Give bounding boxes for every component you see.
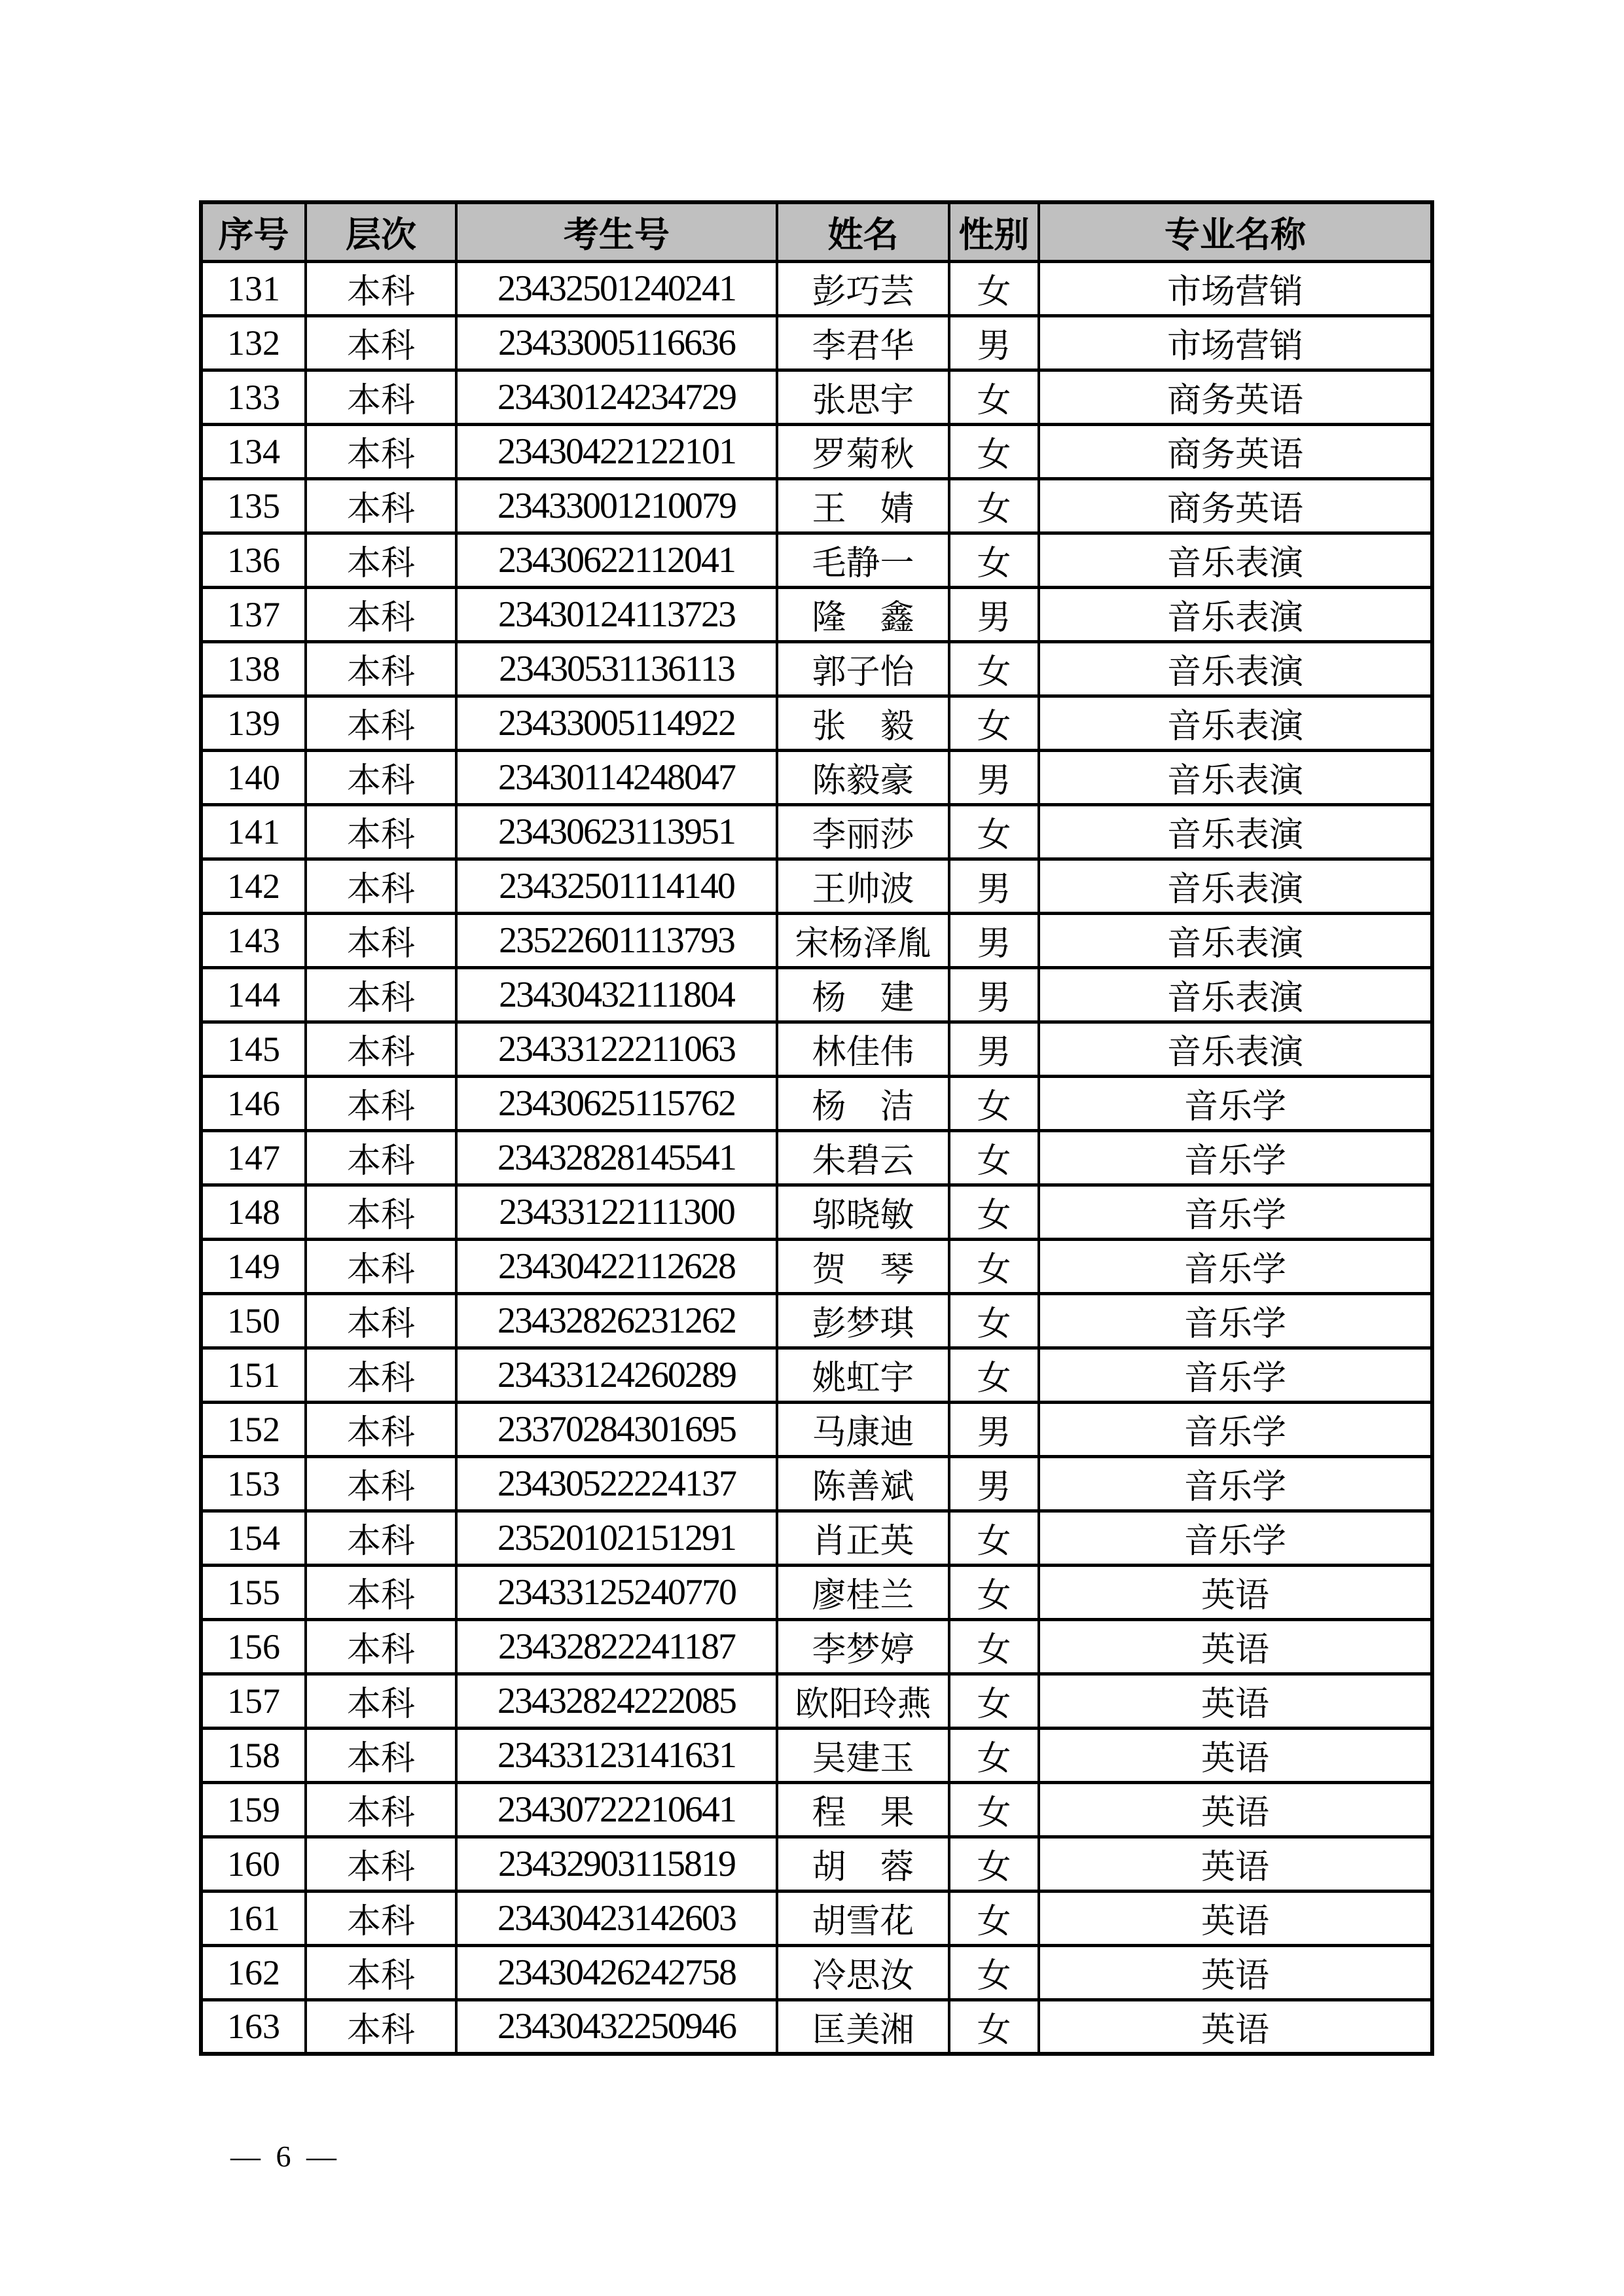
cell-exam_no: 23430522224137 [456,1456,777,1511]
cell-major: 英语 [1039,1837,1432,1891]
cell-exam_no: 23430426242758 [456,1945,777,2000]
cell-seq: 144 [201,967,306,1022]
cell-name: 王 婧 [777,478,949,533]
cell-level: 本科 [306,1239,456,1293]
cell-level: 本科 [306,1185,456,1239]
cell-name: 欧阳玲燕 [777,1674,949,1728]
cell-level: 本科 [306,370,456,424]
cell-exam_no: 23430432250946 [456,2000,777,2054]
cell-gender: 女 [949,1619,1039,1674]
cell-level: 本科 [306,2000,456,2054]
cell-seq: 146 [201,1076,306,1130]
cell-seq: 151 [201,1348,306,1402]
cell-major: 音乐学 [1039,1293,1432,1348]
cell-name: 冷思汝 [777,1945,949,2000]
cell-level: 本科 [306,1891,456,1945]
cell-gender: 男 [949,967,1039,1022]
cell-gender: 女 [949,641,1039,696]
cell-gender: 男 [949,315,1039,370]
cell-major: 市场营销 [1039,315,1432,370]
cell-name: 杨 洁 [777,1076,949,1130]
cell-name: 杨 建 [777,967,949,1022]
cell-level: 本科 [306,587,456,641]
cell-level: 本科 [306,1456,456,1511]
cell-exam_no: 23432824222085 [456,1674,777,1728]
cell-seq: 135 [201,478,306,533]
cell-level: 本科 [306,913,456,967]
cell-seq: 155 [201,1565,306,1619]
table-row [201,804,1432,859]
cell-gender: 女 [949,478,1039,533]
table-row [201,1728,1432,1782]
cell-exam_no: 23430531136113 [456,641,777,696]
cell-seq: 141 [201,804,306,859]
cell-name: 彭巧芸 [777,261,949,315]
cell-level: 本科 [306,1293,456,1348]
cell-exam_no: 23430722210641 [456,1782,777,1837]
cell-seq: 145 [201,1022,306,1076]
cell-name: 宋杨泽胤 [777,913,949,967]
cell-level: 本科 [306,478,456,533]
cell-name: 胡雪花 [777,1891,949,1945]
cell-major: 音乐学 [1039,1130,1432,1185]
table-row [201,1185,1432,1239]
table-row [201,533,1432,587]
cell-exam_no: 23432822241187 [456,1619,777,1674]
cell-gender: 女 [949,1076,1039,1130]
cell-gender: 女 [949,1130,1039,1185]
table-row [201,1402,1432,1456]
cell-seq: 160 [201,1837,306,1891]
table-row [201,1022,1432,1076]
cell-level: 本科 [306,1782,456,1837]
cell-exam_no: 23432826231262 [456,1293,777,1348]
cell-exam_no: 23430422112628 [456,1239,777,1293]
cell-exam_no: 23430124113723 [456,587,777,641]
table-row [201,913,1432,967]
cell-name: 邬晓敏 [777,1185,949,1239]
cell-exam_no: 23433124260289 [456,1348,777,1402]
table-body [201,261,1432,2054]
cell-level: 本科 [306,1837,456,1891]
cell-name: 李丽莎 [777,804,949,859]
cell-major: 英语 [1039,1619,1432,1674]
cell-major: 音乐表演 [1039,587,1432,641]
cell-major: 商务英语 [1039,370,1432,424]
cell-name: 罗菊秋 [777,424,949,478]
cell-major: 音乐学 [1039,1076,1432,1130]
cell-exam_no: 23433123141631 [456,1728,777,1782]
cell-seq: 157 [201,1674,306,1728]
cell-level: 本科 [306,315,456,370]
cell-exam_no: 23430625115762 [456,1076,777,1130]
cell-gender: 女 [949,696,1039,750]
cell-seq: 161 [201,1891,306,1945]
cell-gender: 女 [949,424,1039,478]
cell-major: 音乐学 [1039,1402,1432,1456]
cell-gender: 女 [949,1239,1039,1293]
column-header-seq: 序号 [201,202,306,261]
cell-name: 林佳伟 [777,1022,949,1076]
cell-gender: 男 [949,913,1039,967]
cell-level: 本科 [306,1402,456,1456]
cell-seq: 158 [201,1728,306,1782]
cell-level: 本科 [306,750,456,804]
cell-seq: 137 [201,587,306,641]
cell-level: 本科 [306,1348,456,1402]
cell-exam_no: 23433122111300 [456,1185,777,1239]
table-row [201,750,1432,804]
cell-seq: 143 [201,913,306,967]
cell-major: 音乐表演 [1039,533,1432,587]
cell-name: 廖桂兰 [777,1565,949,1619]
cell-gender: 男 [949,1022,1039,1076]
cell-exam_no: 23430114248047 [456,750,777,804]
cell-exam_no: 23430432111804 [456,967,777,1022]
table-header [201,202,1432,261]
cell-level: 本科 [306,1565,456,1619]
cell-seq: 131 [201,261,306,315]
cell-seq: 132 [201,315,306,370]
cell-seq: 134 [201,424,306,478]
cell-gender: 男 [949,859,1039,913]
cell-gender: 女 [949,1293,1039,1348]
cell-exam_no: 23432903115819 [456,1837,777,1891]
cell-gender: 女 [949,1348,1039,1402]
cell-name: 胡 蓉 [777,1837,949,1891]
cell-gender: 女 [949,1891,1039,1945]
table-row [201,1945,1432,2000]
cell-major: 音乐表演 [1039,750,1432,804]
cell-seq: 149 [201,1239,306,1293]
cell-major: 音乐学 [1039,1456,1432,1511]
table-row [201,1511,1432,1565]
cell-name: 陈善斌 [777,1456,949,1511]
cell-level: 本科 [306,1511,456,1565]
cell-name: 隆 鑫 [777,587,949,641]
cell-name: 姚虹宇 [777,1348,949,1402]
cell-major: 英语 [1039,1674,1432,1728]
cell-gender: 男 [949,1402,1039,1456]
cell-name: 吴建玉 [777,1728,949,1782]
cell-gender: 女 [949,2000,1039,2054]
cell-seq: 154 [201,1511,306,1565]
cell-name: 王帅波 [777,859,949,913]
cell-seq: 163 [201,2000,306,2054]
cell-level: 本科 [306,533,456,587]
cell-name: 李梦婷 [777,1619,949,1674]
cell-major: 音乐表演 [1039,641,1432,696]
cell-level: 本科 [306,1728,456,1782]
cell-exam_no: 23433001210079 [456,478,777,533]
cell-major: 英语 [1039,1565,1432,1619]
table-row [201,1782,1432,1837]
cell-major: 英语 [1039,1728,1432,1782]
cell-name: 程 果 [777,1782,949,1837]
cell-level: 本科 [306,641,456,696]
cell-exam_no: 23430124234729 [456,370,777,424]
cell-seq: 153 [201,1456,306,1511]
cell-name: 陈毅豪 [777,750,949,804]
table-row [201,261,1432,315]
cell-level: 本科 [306,261,456,315]
cell-major: 英语 [1039,1945,1432,2000]
page-number: — 6 — [230,2140,340,2173]
cell-name: 彭梦琪 [777,1293,949,1348]
cell-level: 本科 [306,804,456,859]
table-row [201,1456,1432,1511]
cell-gender: 女 [949,1185,1039,1239]
cell-seq: 139 [201,696,306,750]
cell-seq: 136 [201,533,306,587]
cell-seq: 156 [201,1619,306,1674]
cell-seq: 147 [201,1130,306,1185]
cell-gender: 男 [949,750,1039,804]
cell-name: 张思宇 [777,370,949,424]
cell-gender: 女 [949,1782,1039,1837]
cell-level: 本科 [306,1130,456,1185]
table-row [201,478,1432,533]
cell-major: 音乐学 [1039,1348,1432,1402]
cell-level: 本科 [306,1022,456,1076]
cell-name: 毛静一 [777,533,949,587]
cell-exam_no: 23430422122101 [456,424,777,478]
cell-gender: 女 [949,1674,1039,1728]
cell-gender: 女 [949,370,1039,424]
cell-name: 朱碧云 [777,1130,949,1185]
cell-major: 商务英语 [1039,424,1432,478]
cell-gender: 女 [949,1837,1039,1891]
cell-major: 英语 [1039,1891,1432,1945]
cell-gender: 女 [949,1728,1039,1782]
cell-major: 音乐表演 [1039,967,1432,1022]
table-row [201,315,1432,370]
cell-exam_no: 23432828145541 [456,1130,777,1185]
cell-exam_no: 23433122211063 [456,1022,777,1076]
header-row [201,202,1432,261]
cell-exam_no: 23430423142603 [456,1891,777,1945]
cell-level: 本科 [306,696,456,750]
cell-gender: 女 [949,1511,1039,1565]
cell-gender: 女 [949,804,1039,859]
cell-exam_no: 23432501240241 [456,261,777,315]
cell-seq: 150 [201,1293,306,1348]
cell-major: 音乐学 [1039,1239,1432,1293]
cell-seq: 159 [201,1782,306,1837]
cell-exam_no: 23370284301695 [456,1402,777,1456]
table-row [201,1565,1432,1619]
cell-exam_no: 23520102151291 [456,1511,777,1565]
cell-exam_no: 23433005116636 [456,315,777,370]
cell-major: 音乐表演 [1039,913,1432,967]
column-header-gender: 性别 [949,202,1039,261]
column-header-level: 层次 [306,202,456,261]
table-row [201,1891,1432,1945]
cell-level: 本科 [306,1619,456,1674]
cell-major: 音乐表演 [1039,1022,1432,1076]
column-header-name: 姓名 [777,202,949,261]
table-row [201,1130,1432,1185]
cell-gender: 男 [949,1456,1039,1511]
cell-gender: 男 [949,587,1039,641]
cell-name: 李君华 [777,315,949,370]
cell-gender: 女 [949,261,1039,315]
cell-major: 市场营销 [1039,261,1432,315]
column-header-major: 专业名称 [1039,202,1432,261]
cell-major: 商务英语 [1039,478,1432,533]
cell-exam_no: 23430622112041 [456,533,777,587]
cell-level: 本科 [306,424,456,478]
table-row [201,370,1432,424]
cell-gender: 女 [949,1565,1039,1619]
cell-major: 音乐表演 [1039,859,1432,913]
table-row [201,1619,1432,1674]
cell-exam_no: 23522601113793 [456,913,777,967]
cell-major: 音乐学 [1039,1185,1432,1239]
cell-name: 郭子怡 [777,641,949,696]
cell-name: 肖正英 [777,1511,949,1565]
cell-exam_no: 23430623113951 [456,804,777,859]
cell-exam_no: 23432501114140 [456,859,777,913]
cell-major: 英语 [1039,1782,1432,1837]
cell-exam_no: 23433005114922 [456,696,777,750]
table-row [201,1293,1432,1348]
table-row [201,1837,1432,1891]
cell-gender: 女 [949,533,1039,587]
cell-name: 匡美湘 [777,2000,949,2054]
table-row [201,1348,1432,1402]
table-row [201,424,1432,478]
cell-level: 本科 [306,967,456,1022]
cell-seq: 148 [201,1185,306,1239]
table-row [201,641,1432,696]
column-header-exam-no: 考生号 [456,202,777,261]
cell-seq: 142 [201,859,306,913]
table-row [201,2000,1432,2054]
cell-exam_no: 23433125240770 [456,1565,777,1619]
cell-major: 英语 [1039,2000,1432,2054]
cell-seq: 140 [201,750,306,804]
cell-name: 贺 琴 [777,1239,949,1293]
cell-major: 音乐表演 [1039,696,1432,750]
cell-level: 本科 [306,1945,456,2000]
cell-seq: 138 [201,641,306,696]
table-row [201,1674,1432,1728]
table-row [201,1239,1432,1293]
cell-major: 音乐学 [1039,1511,1432,1565]
table-row [201,859,1432,913]
table-row [201,696,1432,750]
cell-seq: 152 [201,1402,306,1456]
cell-level: 本科 [306,1674,456,1728]
cell-seq: 133 [201,370,306,424]
cell-major: 音乐表演 [1039,804,1432,859]
table-row [201,1076,1432,1130]
admission-roster-table [199,200,1434,2056]
cell-name: 张 毅 [777,696,949,750]
cell-seq: 162 [201,1945,306,2000]
table-row [201,587,1432,641]
cell-level: 本科 [306,859,456,913]
table-row [201,967,1432,1022]
cell-level: 本科 [306,1076,456,1130]
cell-name: 马康迪 [777,1402,949,1456]
cell-gender: 女 [949,1945,1039,2000]
